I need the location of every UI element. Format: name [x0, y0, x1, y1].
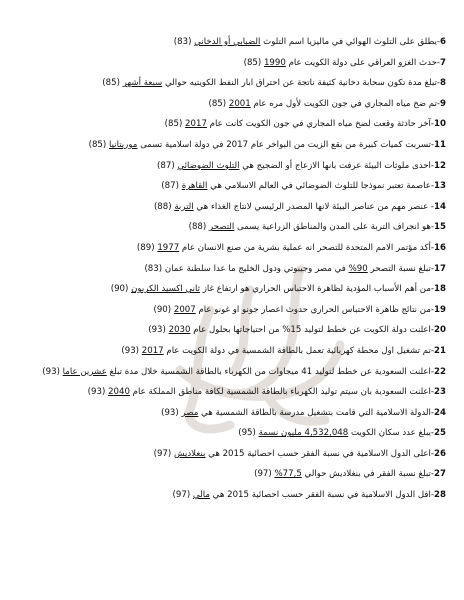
- list-item: 15-هو انجراف التربة على المدن والمناطق الزراعية يسمى التصحر (88): [188, 222, 446, 233]
- list-item: 22-اعلنت السعودية عن خطط لتوليد 41 ميجاوات من الكهرباء بالطاقة الشمسية خلال مدة تبلغ عشرين عاما (93): [42, 366, 446, 377]
- list-item: 8-تبلغ مدة تكون سحابة دخانية كثيفة ناتجة عن احتراق ابار النفط الكويتيه حوالي سبعة أشهر (85): [102, 78, 446, 89]
- list-item: 12-احدى ملوثات البيئة عرفت بانها الازعاج أو الضجيج هي التلوث الضوضائي (87): [157, 160, 446, 171]
- list-item: 19-من نتائج ظاهرة الاحتباس الحراري حدوث اعصار جونو او غونو عام 2007 (90): [153, 304, 446, 315]
- list-item: 11-تسربت كميات كبيرة من بقع الزيت من البواخر عام 2017 في دولة اسلامية تسمى موريتانيا (85): [88, 139, 446, 150]
- list-item: 6-يطلق على التلوث الهوائي في ماليزيا اسم التلوث الضبابي أو الدخاني (83): [173, 37, 446, 47]
- list-item: 18-من أهم الأسباب المؤدية لظاهرة الاحتباس الحراري هو ارتفاع غاز ثاني اكسيد الكربون (90): [110, 284, 446, 295]
- list-item: 16-أكد مؤتمر الامم المتحدة للتصحر انه عملية بشرية من صنع الانسان عام 1977 (89): [136, 242, 446, 253]
- question-list: [16, 32, 446, 506]
- list-item: 17-تبلغ نسبة التصحر 90% في مصر وجيبوتي ودول الخليج ما عدا سلطنة عمان (83): [144, 263, 446, 274]
- list-item: 14- عنصر مهم من عناصر البيئة لانها المصدر الرئيسي لانتاج الغذاء هي التربة (88): [153, 201, 446, 212]
- list-item: 28-اقل الدول الاسلامية في نسبة الفقر حسب احصائية 2015 هي مالي (97): [172, 490, 446, 501]
- list-item: 24-الدولة الاسلامية التي قامت بتشغيل مدرسة بالطاقة الشمسية هي مصر (93): [161, 407, 446, 418]
- list-item: 9-تم ضخ مياه المجاري في جون الكويت لأول مره عام 2001 (85): [208, 98, 446, 109]
- list-item: 20-اعلنت دولة الكويت عن خطط لتوليد 15% من احتياجاتها بحلول عام 2030 (93): [148, 325, 446, 336]
- list-item: 7-حدث الغزو العراقي على دولة الكويت عام 1990 (85): [243, 57, 446, 68]
- list-item: 10-آخر حادثة وقعت لضخ مياه المجاري في جون الكويت كانت عام 2017 (85): [164, 119, 446, 130]
- list-item: 23-اعلنت السعودية بان سيتم توليد الكهرباء بالطاقة الشمسية لكافة مناطق المملكة عام 2040 (93): [87, 387, 446, 398]
- list-item: 21-تم تشغيل اول محطة كهربائية تعمل بالطاقة الشمسية في دولة الكويت عام 2017 (93): [121, 345, 446, 356]
- list-item: 27-تبلغ نسبة الفقر في بنغلاديش حوالي 77,5% (97): [254, 469, 446, 480]
- list-item: 25-يبلغ عدد سكان الكويت 4,532,048 مليون نسمة (95): [238, 428, 446, 439]
- list-item: 13-عاصمة تعتبر نموذجا للتلوث الضوضائي في العالم الاسلامي هي القاهرة (87): [161, 181, 446, 192]
- list-item: 26-اعلى الدول الاسلامية في نسبة الفقر حسب احصائية 2015 هي بنغلاديش (97): [153, 448, 446, 459]
